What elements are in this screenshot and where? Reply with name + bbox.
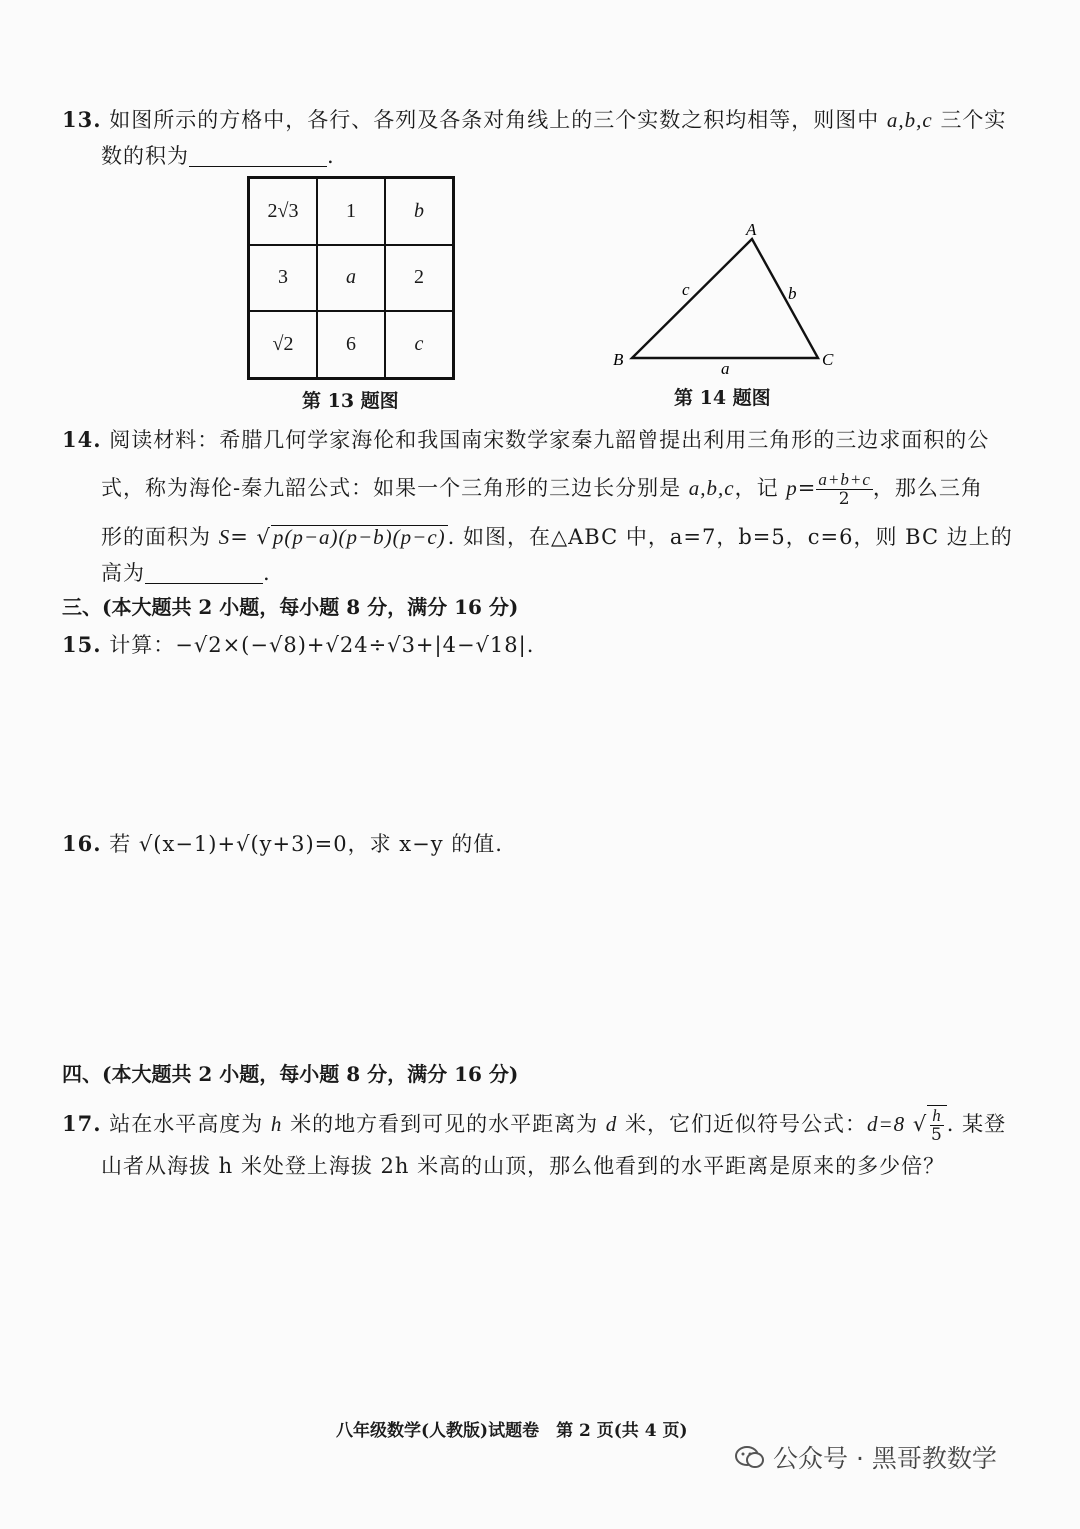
p-denominator: 2 [838, 489, 851, 509]
q17-line1: 17. 站在水平高度为 h 米的地方看到可见的水平距离为 d 米，它们近似符号公式：d=8 √ $\frac{h}{5}$ . 某登 [62, 1106, 1007, 1145]
q17-line2 [101, 1151, 945, 1181]
grid-cell: √2 [249, 311, 317, 378]
vertex-a-label: A [746, 220, 757, 239]
q13-grid [247, 176, 455, 380]
q14-number: 14. [62, 427, 102, 452]
q14-text-2b: ，记 [734, 476, 779, 500]
grid-cell: b [385, 178, 453, 245]
q14-line4 [101, 558, 271, 588]
q14-caption: 第 14 题图 [674, 387, 771, 409]
p-numerator: a+b+c [818, 470, 871, 489]
grid-cell: c [385, 311, 453, 378]
section-4-heading: 四、(本大题共 2 小题，每小题 8 分，满分 16 分) [62, 1062, 519, 1086]
side-c-label: c [682, 280, 690, 299]
q17-number: 17. [62, 1111, 102, 1136]
q13-number: 13. [62, 107, 102, 132]
q14-p-var: p [786, 476, 798, 500]
grid-cell: 2 [385, 245, 453, 312]
p-fraction [816, 470, 873, 509]
q16-number: 16. [62, 831, 102, 856]
section-3-heading: 三、(本大题共 2 小题，每小题 8 分，满分 16 分) [62, 595, 519, 619]
q17-fraction [930, 1106, 944, 1145]
watermark-text: 公众号 · 黑哥教数学 [773, 1444, 997, 1473]
answer-blank-14[interactable] [145, 561, 263, 584]
q14-text-3a: 形的面积为 [101, 525, 211, 549]
q14-line3: 形的面积为 S= √p(p−a)(p−b)(p−c). 如图，在△ABC 中，a=7，b=5，c=6，则 BC 边上的 [101, 525, 1013, 549]
grid-cell: 6 [317, 311, 385, 378]
q17-frac-den: 5 [931, 1125, 943, 1145]
heron-radicand: p(p−a)(p−b)(p−c) [272, 525, 446, 549]
vertex-b-label: B [613, 350, 624, 369]
grid-cell: a [317, 245, 385, 312]
q13-text-end: 三个实 [940, 108, 1007, 132]
q14-text-1: 阅读材料：希腊几何学家海伦和我国南宋数学家秦九韶曾提出利用三角形的三边求面积的公 [109, 428, 990, 452]
q15-line [62, 630, 534, 660]
wechat-icon [735, 1444, 765, 1470]
q13-line2-text: 数的积为 [101, 144, 189, 168]
q14-s-var: S [218, 525, 231, 549]
q16-line [62, 829, 503, 859]
q14-text-2c: ，那么三角 [872, 476, 983, 500]
side-a-label: a [721, 359, 730, 378]
q13-vars: a,b,c [886, 108, 933, 132]
q17-text-1c: 米，它们近似符号公式： [624, 1112, 867, 1136]
q17-text-1b: 米的地方看到可见的水平距离为 [290, 1112, 599, 1136]
watermark [735, 1439, 997, 1475]
q13-line2 [101, 141, 335, 171]
grid-cell: 1 [317, 178, 385, 245]
q15-text: 计算：−√2×(−√8)+√24÷√3+|4−√18|. [109, 633, 535, 657]
q17-formula-left: d=8 [866, 1112, 906, 1136]
vertex-c-label: C [822, 350, 834, 369]
q14-line2: 式，称为海伦-秦九韶公式：如果一个三角形的三边长分别是 a,b,c，记 p= $\frac{a+b+c}{2}$ ，那么三角 [101, 470, 983, 509]
q14-period: . [263, 561, 271, 585]
q13-caption: 第 13 题图 [302, 390, 399, 412]
q17-d-var: d [605, 1112, 618, 1136]
q17-text-1d: . 某登 [946, 1112, 1007, 1136]
page-footer: 八年级数学(人教版)试题卷 第 2 页(共 4 页) [336, 1421, 688, 1441]
side-b-label: b [788, 284, 797, 303]
q16-text: 若 √(x−1)+√(y+3)=0，求 x−y 的值. [109, 832, 503, 856]
q14-vars: a,b,c [688, 476, 735, 500]
grid-cell: 2√3 [249, 178, 317, 245]
q17-radical [927, 1105, 947, 1145]
q13-period: . [327, 144, 335, 168]
q13-text: 如图所示的方格中，各行、各列及各条对角线上的三个实数之积均相等，则图中 [109, 108, 880, 132]
q17-text-1a: 站在水平高度为 [109, 1112, 264, 1136]
q17-frac-num: h [932, 1106, 942, 1125]
q15-number: 15. [62, 632, 102, 657]
q14-line1 [62, 425, 989, 455]
q14-text-4: 高为 [101, 561, 145, 585]
q14-text-2a: 式，称为海伦-秦九韶公式：如果一个三角形的三边长分别是 [101, 476, 682, 500]
q14-text-3b: . 如图，在△ABC 中，a=7，b=5，c=6，则 BC 边上的 [447, 525, 1013, 549]
q13-line1 [62, 105, 1006, 135]
answer-blank-13[interactable] [189, 144, 327, 167]
q14-triangle-figure [600, 215, 850, 380]
q17-h-var: h [270, 1112, 283, 1136]
q17-text-2: 山者从海拔 h 米处登上海拔 2h 米高的山顶，那么他看到的水平距离是原来的多少倍？ [101, 1154, 946, 1178]
grid-cell: 3 [249, 245, 317, 312]
